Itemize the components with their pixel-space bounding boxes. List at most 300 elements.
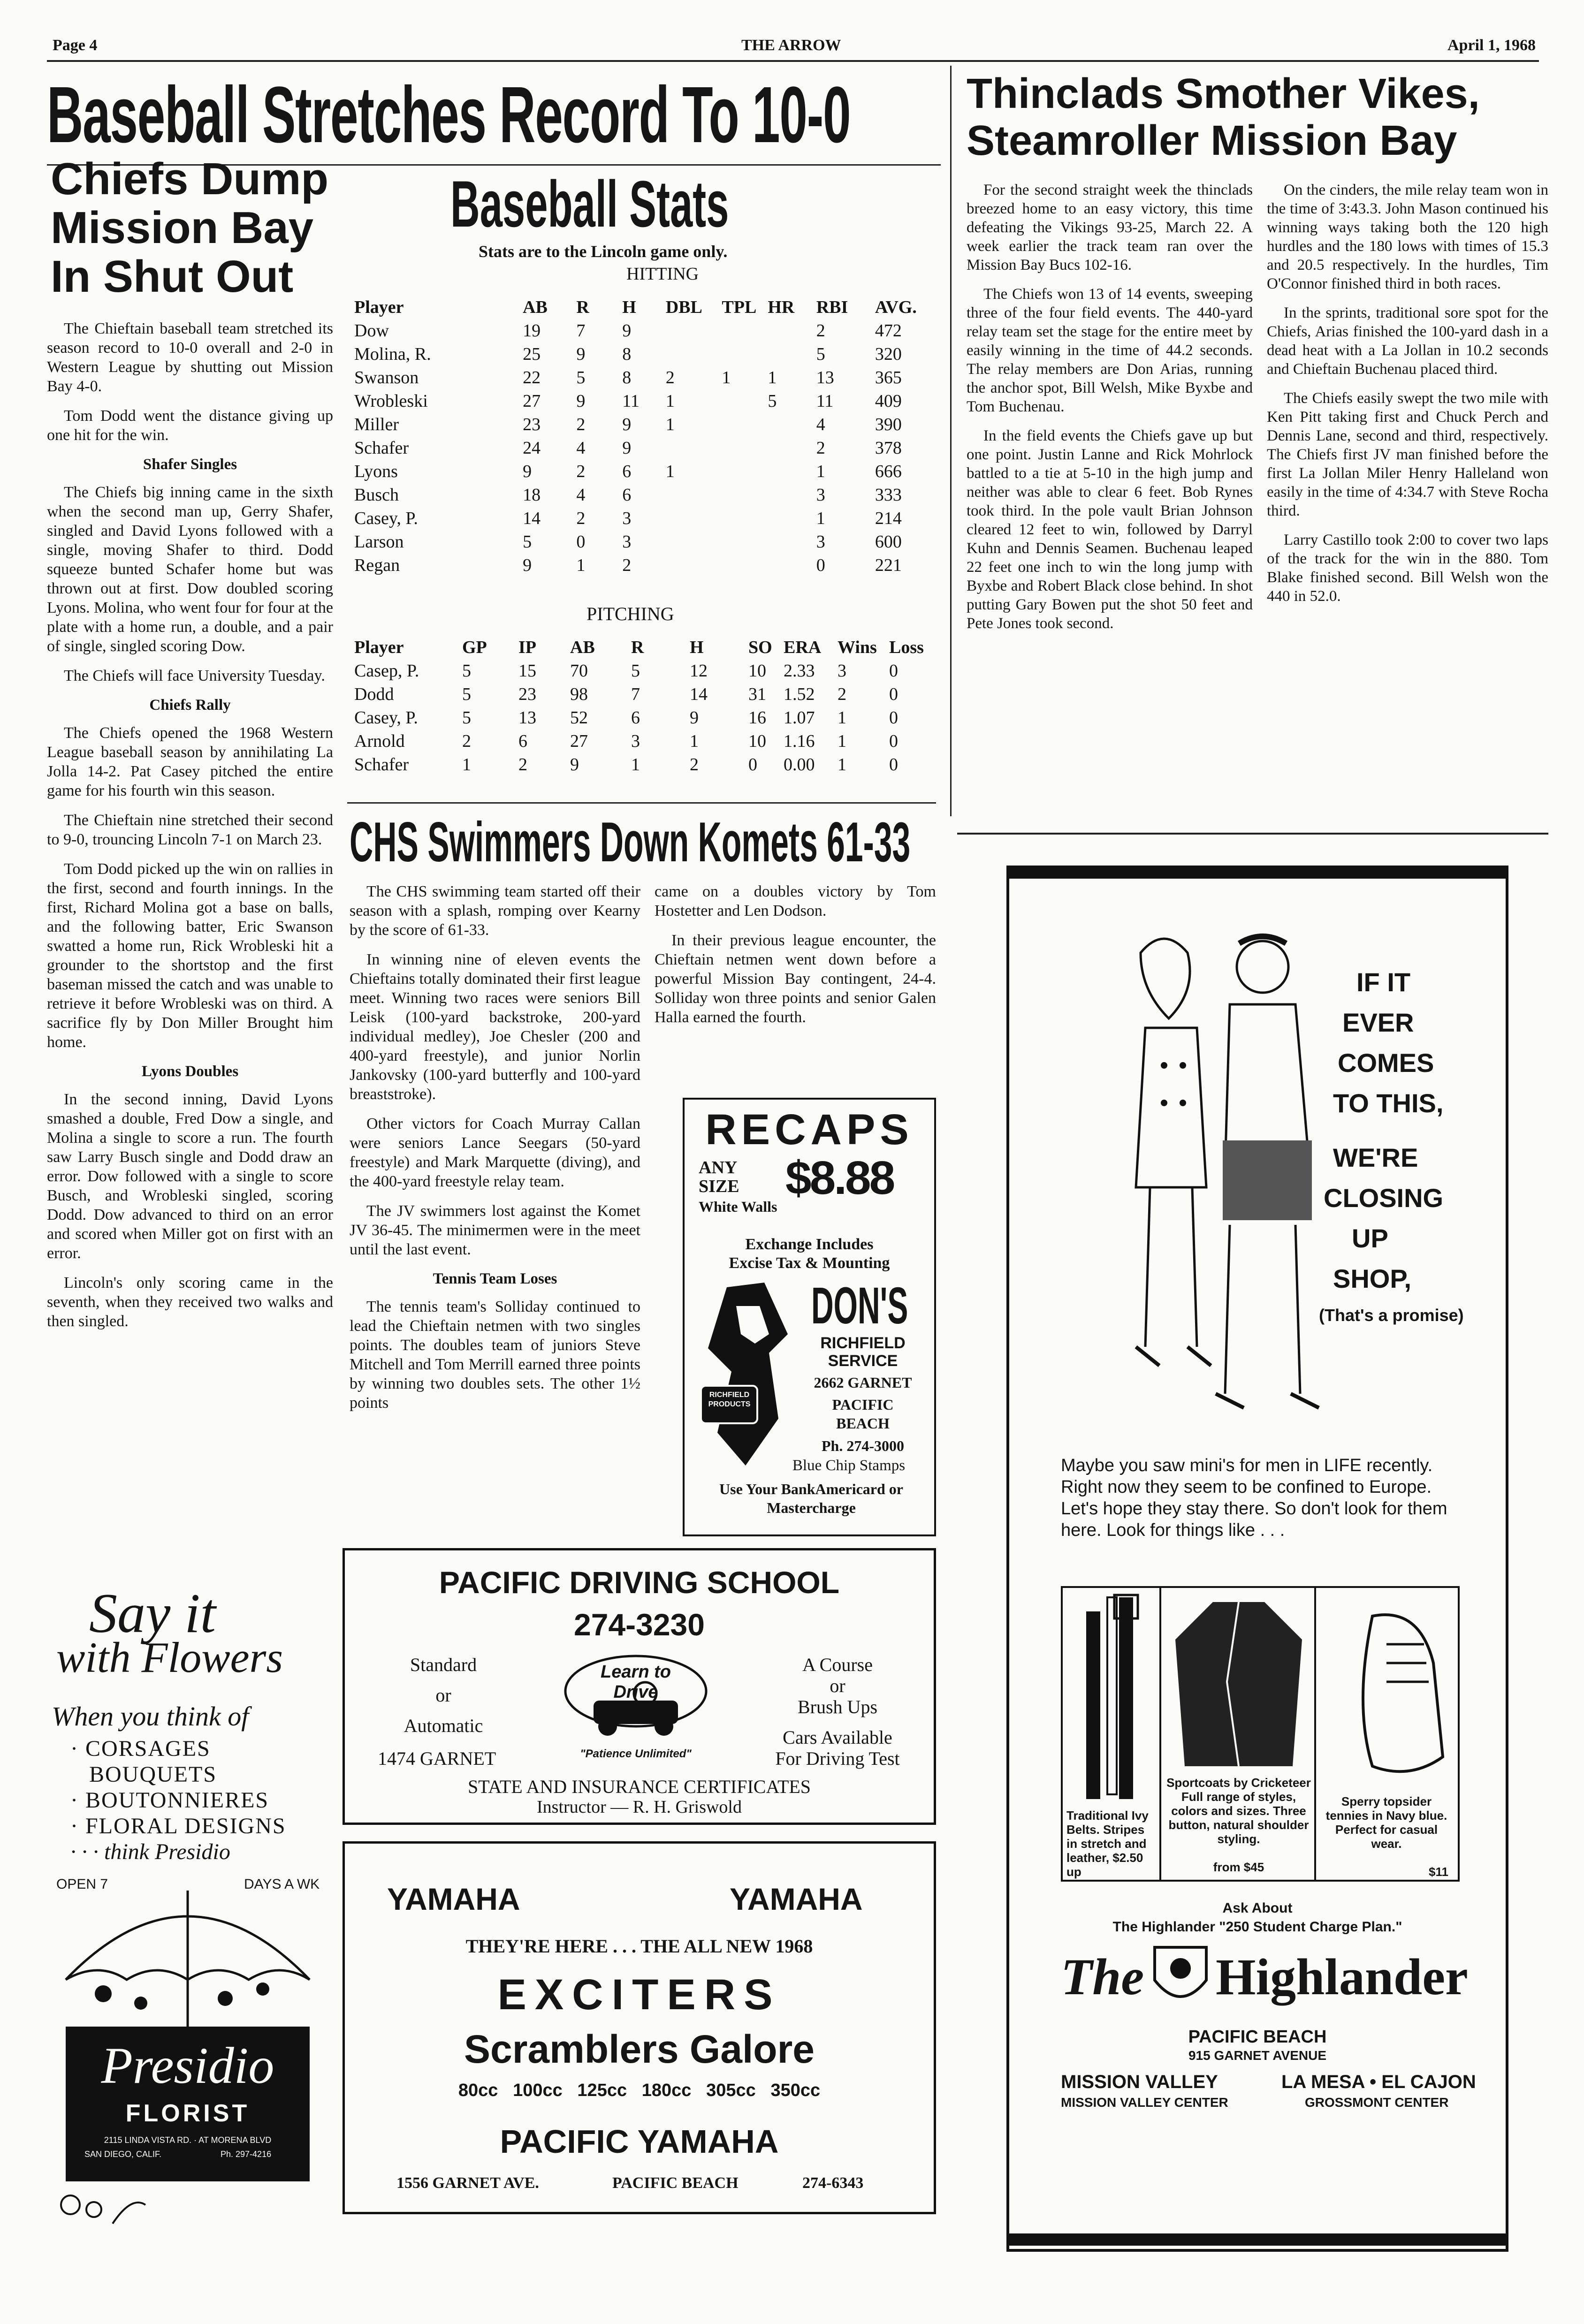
swim-col-1 xyxy=(350,882,640,1423)
article-paragraph: On the cinders, the mile relay team won in the time of 3:43.3. John Mason continued his winning ways taking both the 120 high hurdles and the 180 lows with times of 15.3 and 20.5 respectively. In the hurdles, Tim O'Connor finished third in both races. xyxy=(1267,182,1548,292)
hitting-row-cell: Larson xyxy=(354,532,404,552)
hitting-header-cell: H xyxy=(622,297,636,317)
yamaha-scramblers: Scramblers Galore xyxy=(464,2027,815,2071)
florist-item: · CORSAGES xyxy=(70,1736,211,1761)
hitting-row-cell: 6 xyxy=(622,485,632,505)
hitting-row-cell xyxy=(722,554,768,577)
hitting-row xyxy=(354,554,934,577)
hitting-row-cell: 9 xyxy=(523,555,532,575)
pitching-row-cell: Schafer xyxy=(354,755,409,775)
dons-stamps: Blue Chip Stamps xyxy=(792,1457,906,1474)
hitting-row-cell: 472 xyxy=(875,321,902,341)
hitting-row-cell: 9 xyxy=(622,415,632,434)
article-paragraph: For the second straight week the thinclads breezed home to an easy victory, this time defeating the Vikings 93-25, March 22. A week earlier the track team ran over the Mission Bay Bucs 102-16. xyxy=(967,182,1253,273)
yamaha-phone: 274-6343 xyxy=(802,2174,864,2192)
highlander-ad[interactable] xyxy=(1006,866,1508,2252)
main-headline: Baseball Stretches Record To 10-0 xyxy=(47,70,851,159)
hitting-row-cell: 3 xyxy=(622,532,632,552)
hitting-row-cell xyxy=(768,342,816,366)
hitting-row-cell xyxy=(722,436,768,460)
hitting-row xyxy=(354,530,934,554)
hitting-row xyxy=(354,507,934,530)
pitching-row-cell: 14 xyxy=(690,684,708,704)
hitting-row-cell: Miller xyxy=(354,415,399,434)
pitching-row xyxy=(354,659,934,683)
florist-item: · FLORAL DESIGNS xyxy=(70,1814,286,1838)
hitting-row-cell: 25 xyxy=(523,344,541,364)
pitching-row-cell: 1.16 xyxy=(784,731,815,751)
driving-logo xyxy=(551,1649,720,1743)
hitting-row-cell: 2 xyxy=(665,368,675,387)
hitting-row-cell: 18 xyxy=(523,485,541,505)
hitting-row-cell: 0 xyxy=(816,555,825,575)
hitting-label: HITTING xyxy=(626,264,699,284)
hitting-row-cell xyxy=(768,554,816,577)
pitching-row-cell: 0 xyxy=(889,661,898,681)
pitching-header-cell: IP xyxy=(518,638,536,657)
pitching-row-cell: 1 xyxy=(462,755,471,775)
article-paragraph: The Chieftain nine stretched their second to 9-0, trouncing Lincoln 7-1 on March 23. xyxy=(47,812,333,848)
shoe-caption: Sperry topsider tennies in Navy blue. Perfect for casual wear. xyxy=(1325,1794,1447,1851)
pitching-label: PITCHING xyxy=(586,603,674,624)
hitting-row-cell: 9 xyxy=(523,462,532,481)
driving-course: A Course xyxy=(802,1654,873,1675)
pitching-row-cell: 1.52 xyxy=(784,684,815,704)
main-headline-wrap xyxy=(47,70,938,164)
hitting-row-cell: 1 xyxy=(768,368,777,387)
highlander-pb: PACIFIC BEACH xyxy=(1188,2027,1327,2047)
crest-icon xyxy=(1150,1943,1211,2013)
article-paragraph: The Chiefs opened the 1968 Western League baseball season by annihilating La Jolla 14-2. Pat Casey pitched the entire game for his fourth win this season. xyxy=(47,724,333,799)
article-subhead: Shafer Singles xyxy=(143,456,237,473)
track-col-2 xyxy=(1267,181,1548,616)
track-divider xyxy=(950,66,952,816)
article-subhead: Lyons Doubles xyxy=(141,1063,239,1080)
driving-instructor: Instructor — R. H. Griswold xyxy=(537,1797,742,1817)
yamaha-right: YAMAHA xyxy=(730,1882,863,1916)
ask-about: Ask About xyxy=(1222,1900,1293,1916)
hitting-row-cell: 214 xyxy=(875,509,902,528)
hitting-row-cell xyxy=(666,483,722,507)
florist-item: BOUQUETS xyxy=(89,1762,217,1787)
hitting-row-cell: 409 xyxy=(875,391,902,411)
florist-open: OPEN 7 xyxy=(56,1876,108,1892)
hitting-row-cell xyxy=(666,319,722,342)
pitching-header-cell: GP xyxy=(462,638,487,657)
fashion-illustration xyxy=(1089,925,1324,1431)
recaps-exchange: Exchange Includes xyxy=(745,1236,874,1253)
pitching-row-cell: 3 xyxy=(631,731,640,751)
pitching-row-cell: 6 xyxy=(518,731,527,751)
pitching-header-cell: R xyxy=(631,638,644,657)
article-paragraph: The Chiefs won 13 of 14 events, sweeping three of the four field events. The 440-yard relay team set the stage for the entire meet by easily winning in the time of 44.2 seconds. The relay members are Don Arias, running the anchor spot, Bill Welsh, Mike Byxbe and Tom Buchenau. xyxy=(967,286,1253,415)
hitting-row-cell: 27 xyxy=(523,391,541,411)
dons-cards: Use Your BankAmericard or Mastercharge xyxy=(719,1481,903,1516)
hitting-row-cell xyxy=(768,483,816,507)
pitching-row-cell: Casey, P. xyxy=(354,708,418,728)
hitting-row xyxy=(354,342,934,366)
stats-title: Baseball Stats xyxy=(450,169,729,241)
richfield-eagle-icon xyxy=(699,1278,792,1475)
yamaha-sizes: 80cc 100cc 125cc 180cc 305cc 350cc xyxy=(458,2081,821,2100)
pitching-row-cell: 9 xyxy=(690,708,699,728)
hitting-row xyxy=(354,366,934,389)
swim-headline-wrap xyxy=(350,809,941,880)
hitting-row-cell: 378 xyxy=(875,438,902,458)
pitching-row xyxy=(354,729,934,753)
hitting-row-cell xyxy=(768,413,816,436)
hitting-row-cell: 22 xyxy=(523,368,541,387)
yamaha-city: PACIFIC BEACH xyxy=(612,2174,739,2192)
driving-logo-text: Learn to Drive xyxy=(601,1662,671,1702)
driving-or: or xyxy=(435,1685,451,1706)
pitching-header-cell: SO xyxy=(748,638,772,657)
pitching-header-cell: Wins xyxy=(838,638,877,657)
hitting-row-cell: 4 xyxy=(576,438,586,458)
hitting-row-cell: Schafer xyxy=(354,438,409,458)
hitting-row-cell: 5 xyxy=(576,368,586,387)
driving-automatic: Automatic xyxy=(404,1715,483,1736)
yamaha-here: THEY'RE HERE . . . THE ALL NEW 1968 xyxy=(465,1936,813,1957)
shoe-price: $11 xyxy=(1429,1865,1448,1879)
hitting-row-cell: 2 xyxy=(816,438,825,458)
pitching-row-cell: 0 xyxy=(889,731,898,751)
highlander-the: The xyxy=(1061,1948,1144,2005)
highlander-name: Highlander xyxy=(1216,1948,1468,2005)
hitting-table xyxy=(354,296,934,577)
florist-days: DAYS A WK xyxy=(244,1876,320,1892)
article-paragraph: The Chiefs big inning came in the sixth when the second man up, Gerry Shafer, singled and David Lyons followed with a single, moving Shafer to third. Dodd squeeze bunted Schafer home but was thrown out at first. Dow doubled scoring Lyons. Molina, who went four for four at the plate with a home run, a double, and a pair of single, singled scoring Dow. xyxy=(47,484,333,655)
florist-think: · · · think Presidio xyxy=(70,1839,230,1864)
hitting-row-cell: 2 xyxy=(576,415,586,434)
pitching-row-cell: 2 xyxy=(462,731,471,751)
hitting-row xyxy=(354,413,934,436)
coat-caption: Sportcoats by Cricketeer Full range of styles, colors and sizes. Three button, natural shoulder styling. xyxy=(1166,1776,1311,1846)
article-paragraph: The CHS swimming team started off their season with a splash, romping over Kearny by the score of 61-33. xyxy=(350,883,640,939)
pitching-row-cell: 2 xyxy=(518,755,527,775)
hitting-row-cell: 14 xyxy=(523,509,541,528)
hitting-header-cell: HR xyxy=(768,297,795,317)
issue-date: April 1, 1968 xyxy=(1447,37,1536,54)
were-text: WE'RE xyxy=(1333,1143,1418,1172)
hitting-row-cell xyxy=(666,554,722,577)
hitting-row-cell: 3 xyxy=(816,532,825,552)
hitting-row-cell: Molina, R. xyxy=(354,344,431,364)
pitching-row-cell: 15 xyxy=(518,661,536,681)
pitching-row-cell: 98 xyxy=(570,684,588,704)
hitting-row xyxy=(354,319,934,342)
pitching-row-cell: 7 xyxy=(631,684,640,704)
florist-ad[interactable] xyxy=(47,1576,328,2233)
yamaha-ad[interactable] xyxy=(343,1841,936,2214)
track-headline: Thinclads Smother Vikes, Steamroller Mission Bay xyxy=(967,70,1480,164)
pitching-row-cell: Arnold xyxy=(354,731,405,751)
hitting-row-cell: 6 xyxy=(622,462,632,481)
hitting-row-cell xyxy=(722,530,768,554)
hitting-row-cell: 11 xyxy=(622,391,640,411)
hitting-row-cell: 365 xyxy=(875,368,902,387)
pitching-row-cell: 16 xyxy=(748,708,766,728)
dons-richfield: RICHFIELD SERVICE xyxy=(820,1334,906,1370)
coat-panel xyxy=(1161,1588,1316,1880)
hitting-header-cell: TPL xyxy=(722,297,757,317)
highlander-mv-address: MISSION VALLEY CENTER xyxy=(1061,2095,1228,2110)
highlander-lm-address: GROSSMONT CENTER xyxy=(1305,2095,1449,2110)
hitting-row-cell: 1 xyxy=(665,415,675,434)
pitching-row-cell: 0 xyxy=(748,755,757,775)
florist-address-1: 2115 LINDA VISTA RD. · AT MORENA BLVD xyxy=(104,2135,272,2145)
hitting-row-cell: 5 xyxy=(523,532,532,552)
pitching-row-cell: 2 xyxy=(838,684,846,704)
recaps-any-size: ANY SIZE xyxy=(699,1158,739,1196)
driving-certs: STATE AND INSURANCE CERTIFICATES xyxy=(467,1776,811,1797)
pitching-row-cell: 0 xyxy=(889,755,898,775)
hitting-row-cell: 24 xyxy=(523,438,541,458)
recaps-excise: Excise Tax & Mounting xyxy=(729,1254,890,1272)
hitting-row-cell: Swanson xyxy=(354,368,419,387)
hitting-row xyxy=(354,460,934,483)
hitting-row-cell: 0 xyxy=(576,532,586,552)
hitting-row-cell: 7 xyxy=(576,321,586,341)
swim-col-2 xyxy=(655,882,936,1037)
hitting-row-cell xyxy=(768,530,816,554)
article-paragraph: Larry Castillo took 2:00 to cover two laps of the track for the win in the 880. Tom Blake finished second. Bill Welsh won the 440 in 52.0. xyxy=(1267,532,1548,605)
driving-brushups: Brush Ups xyxy=(797,1696,878,1717)
pitching-row xyxy=(354,706,934,729)
hitting-row-cell: 3 xyxy=(622,509,632,528)
recaps-ad[interactable] xyxy=(683,1098,936,1536)
hitting-row-cell xyxy=(666,342,722,366)
florist-phone: Ph. 297-4216 xyxy=(221,2149,272,2159)
hitting-row xyxy=(354,436,934,460)
swim-top-rule xyxy=(347,802,936,804)
stats-title-wrap xyxy=(450,169,873,244)
dons-address: 2662 GARNET xyxy=(814,1374,912,1391)
driving-cars: Cars Available xyxy=(783,1727,892,1748)
hitting-header-cell: AB xyxy=(523,297,548,317)
pitching-table xyxy=(354,636,934,776)
closing-text-wrap xyxy=(1319,962,1497,1332)
pitching-row-cell: 1 xyxy=(838,708,846,728)
hitting-row-cell: Busch xyxy=(354,485,399,505)
highlander-pb-address: 915 GARNET AVENUE xyxy=(1188,2048,1327,2063)
pitching-row-cell: 5 xyxy=(462,708,471,728)
article-paragraph: In the second inning, David Lyons smashed a double, Fred Dow a single, and Molina a single to score a run. The fourth saw Larry Busch single and Dodd draw an error. Dow followed with a single to score Busch, and Wrobleski singled, scoring Dodd. Dow advanced to third on an error and scored when Miller got on first with an error. xyxy=(47,1091,333,1262)
hitting-header-cell: Player xyxy=(354,297,404,317)
to-this-text: TO THIS, xyxy=(1333,1088,1444,1118)
hitting-row-cell: 600 xyxy=(875,532,902,552)
pitching-row-cell: 1 xyxy=(838,755,846,775)
hitting-row-cell: 2 xyxy=(576,462,586,481)
promise-text: (That's a promise) xyxy=(1319,1306,1464,1325)
hitting-row-cell: 11 xyxy=(816,391,834,411)
pitching-row-cell: 5 xyxy=(631,661,640,681)
baseball-article xyxy=(47,319,333,1341)
ever-text: EVER xyxy=(1342,1008,1414,1037)
up-text: UP xyxy=(1352,1223,1388,1253)
closing-text: CLOSING xyxy=(1324,1183,1444,1213)
hitting-row-cell: 1 xyxy=(665,462,675,481)
driving-title: PACIFIC DRIVING SCHOOL xyxy=(439,1565,840,1600)
pitching-row-cell: 31 xyxy=(748,684,766,704)
hitting-row-cell xyxy=(768,460,816,483)
hitting-row xyxy=(354,483,934,507)
hitting-row-cell: 1 xyxy=(816,462,825,481)
belt-caption: Traditional Ivy Belts. Stripes in stretch and leather, $2.50 up xyxy=(1066,1808,1149,1879)
driving-phone: 274-3230 xyxy=(574,1607,705,1642)
hitting-row-cell: 390 xyxy=(875,415,902,434)
product-panels xyxy=(1061,1586,1460,1882)
if-it-text: IF IT xyxy=(1356,967,1411,997)
hitting-header-cell: R xyxy=(576,297,589,317)
pitching-row-cell: 27 xyxy=(570,731,588,751)
highlander-lm: LA MESA • EL CAJON xyxy=(1281,2072,1476,2092)
article-paragraph: Lincoln's only scoring came in the seventh, when they received two walks and then singled. xyxy=(47,1274,333,1330)
pitching-row-cell: 13 xyxy=(518,708,536,728)
article-subhead: Chiefs Rally xyxy=(149,697,231,714)
hitting-row-cell: 2 xyxy=(576,509,586,528)
hitting-row-cell: 5 xyxy=(816,344,825,364)
hitting-row-cell: 1 xyxy=(816,509,825,528)
driving-standard: Standard xyxy=(410,1654,477,1675)
pitching-header-cell: AB xyxy=(570,638,595,657)
driving-school-ad[interactable] xyxy=(343,1548,936,1825)
recaps-title: RECAPS xyxy=(705,1106,914,1154)
stats-note: Stats are to the Lincoln game only. xyxy=(479,242,728,261)
yamaha-left: YAMAHA xyxy=(387,1882,520,1916)
florist-when: When you think of xyxy=(52,1701,249,1732)
pitching-row-cell: 0 xyxy=(889,684,898,704)
hitting-row-cell: Regan xyxy=(354,555,400,575)
hitting-row-cell: 8 xyxy=(622,344,632,364)
yamaha-exciters: EXCITERS xyxy=(497,1971,781,2019)
page-number: Page 4 xyxy=(53,37,98,54)
article-paragraph: In the sprints, traditional sore spot for the Chiefs, Arias finished the 100-yard dash in a dead heat with a La Jollan in 10.2 seconds and Chieftain Buchenau placed third. xyxy=(1267,304,1548,378)
article-paragraph: The JV swimmers lost against the Komet JV 36-45. The minimermen were in the meet until the last event. xyxy=(350,1202,640,1258)
hitting-row-cell: 2 xyxy=(622,555,632,575)
pitching-row xyxy=(354,753,934,776)
pitching-row-cell: 23 xyxy=(518,684,536,704)
pitching-row-cell: 1.07 xyxy=(784,708,815,728)
hitting-header-cell: AVG. xyxy=(875,297,917,317)
belt-panel xyxy=(1063,1588,1161,1880)
hitting-row-cell: 1 xyxy=(665,391,675,411)
dons-phone: Ph. 274-3000 xyxy=(822,1437,904,1454)
highlander-body: Maybe you saw mini's for men in LIFE recently. Right now they seem to be confined to Europe. Let's hope they stay there. So don't look for them here. Look for things like . . . xyxy=(1061,1456,1447,1540)
pitching-row-cell: 0 xyxy=(889,708,898,728)
article-paragraph: The Chiefs easily swept the two mile with Ken Pitt taking first and Chuck Perch and Dennis Lane, second and third, respectively. The Chiefs first JV man finished before the first La Jollan Miler Henry Halleland won easily in the time of 4:34.7 with Steve Rocha third. xyxy=(1267,390,1548,519)
hitting-row-cell xyxy=(768,436,816,460)
hitting-row-cell xyxy=(666,507,722,530)
pitching-row-cell: 5 xyxy=(462,684,471,704)
driving-motto: "Patience Unlimited" xyxy=(580,1747,692,1760)
hitting-row-cell: 2 xyxy=(816,321,825,341)
flower-icon xyxy=(56,2186,150,2228)
florist-sign xyxy=(66,2027,310,2181)
pitching-row-cell: Dodd xyxy=(354,684,394,704)
article-paragraph: In their previous league encounter, the Chieftain netmen went down before a powerful Mission Bay contingent, 24-4. Solliday won three points and senior Galen Halla earned the fourth. xyxy=(655,932,936,1026)
pitching-row-cell: 9 xyxy=(570,755,579,775)
hitting-row-cell xyxy=(722,483,768,507)
shoe-panel xyxy=(1316,1588,1458,1880)
pitching-row-cell: 3 xyxy=(838,661,846,681)
hitting-header-cell: RBI xyxy=(816,297,848,317)
yamaha-dealer: PACIFIC YAMAHA xyxy=(500,2123,779,2160)
comes-text: COMES xyxy=(1338,1048,1434,1078)
masthead-rule xyxy=(47,60,1539,62)
florist-address-2: SAN DIEGO, CALIF. xyxy=(84,2149,162,2159)
sportcoat-icon xyxy=(1161,1588,1316,1776)
hitting-row-cell: 23 xyxy=(523,415,541,434)
hitting-row-cell: 320 xyxy=(875,344,902,364)
recaps-white-walls: White Walls xyxy=(699,1198,777,1215)
pitching-row-cell: 6 xyxy=(631,708,640,728)
pitching-header-cell: H xyxy=(690,638,704,657)
highlander-top-rule xyxy=(957,833,1548,835)
florist-with: with Flowers xyxy=(56,1633,283,1681)
pitching-row-cell: 1 xyxy=(838,731,846,751)
article-paragraph: The tennis team's Solliday continued to lead the Chieftain netmen with two singles points. The doubles team of juniors Steve Mitchell and Tom Merrill earned three points by winning two doubles sets. The other 1½ points xyxy=(350,1298,640,1412)
highlander-mv: MISSION VALLEY xyxy=(1061,2072,1218,2092)
hitting-row-cell: 19 xyxy=(523,321,541,341)
hitting-row-cell xyxy=(666,530,722,554)
hitting-row-cell: 666 xyxy=(875,462,902,481)
hitting-row-cell xyxy=(768,319,816,342)
pitching-row-cell: 10 xyxy=(748,661,766,681)
recaps-price: $8.88 xyxy=(785,1152,894,1204)
pitching-header-row xyxy=(354,636,934,659)
hitting-row-cell: Dow xyxy=(354,321,389,341)
belt-icon xyxy=(1063,1588,1161,1804)
yamaha-address: 1556 GARNET AVE. xyxy=(396,2174,539,2192)
chiefs-dump-headline: Chiefs Dump Mission Bay In Shut Out xyxy=(51,154,329,302)
article-paragraph: The Chiefs will face University Tuesday. xyxy=(64,667,325,684)
pitching-header-cell: Player xyxy=(354,638,404,657)
article-paragraph: came on a doubles victory by Tom Hostetter and Len Dodson. xyxy=(655,883,936,919)
pitching-row-cell: 2.33 xyxy=(784,661,815,681)
pitching-row-cell: 2 xyxy=(690,755,699,775)
shop-text: SHOP, xyxy=(1333,1264,1412,1293)
hitting-row-cell: 1 xyxy=(576,555,586,575)
dons-name: DON'S xyxy=(811,1278,908,1334)
pitching-row-cell: 5 xyxy=(462,661,471,681)
pitching-row-cell: 0.00 xyxy=(784,755,815,775)
hitting-row-cell xyxy=(768,507,816,530)
driving-address: 1474 GARNET xyxy=(378,1748,496,1769)
driving-test: For Driving Test xyxy=(775,1748,900,1769)
florist-name: Presidio xyxy=(101,2037,274,2094)
pitching-row xyxy=(354,683,934,706)
florist-item: · BOUTONNIERES xyxy=(70,1788,269,1813)
article-paragraph: The Chieftain baseball team stretched its season record to 10-0 overall and 2-0 in Western League by shutting out Mission Bay 4-0. xyxy=(47,320,333,395)
article-paragraph: In winning nine of eleven events the Chieftains totally dominated their first league meet. Winning two races were seniors Bill Leisk (100-yard backstroke, 200-yard individual medley), Joe Chesler (200 and 400-yard freestyle), and junior Norlin Jankovsky (100-yard butterfly and 100-yard breaststroke). xyxy=(350,951,640,1103)
swim-headline: CHS Swimmers Down Komets 61-33 xyxy=(350,811,911,873)
track-col-1 xyxy=(967,181,1253,643)
pitching-header-cell: Loss xyxy=(889,638,924,657)
pitching-row-cell: 1 xyxy=(631,755,640,775)
richfield-badge-text: RICHFIELD PRODUCTS xyxy=(708,1391,751,1408)
pitching-row-cell: 52 xyxy=(570,708,588,728)
hitting-row-cell: 3 xyxy=(816,485,825,505)
hitting-row-cell xyxy=(722,460,768,483)
hitting-row-cell: Wrobleski xyxy=(354,391,428,411)
coat-price: from $45 xyxy=(1213,1860,1264,1874)
hitting-row-cell: 4 xyxy=(576,485,586,505)
hitting-row-cell: 8 xyxy=(622,368,632,387)
hitting-row-cell xyxy=(722,389,768,413)
hitting-row-cell xyxy=(722,507,768,530)
pitching-row-cell: 10 xyxy=(748,731,766,751)
